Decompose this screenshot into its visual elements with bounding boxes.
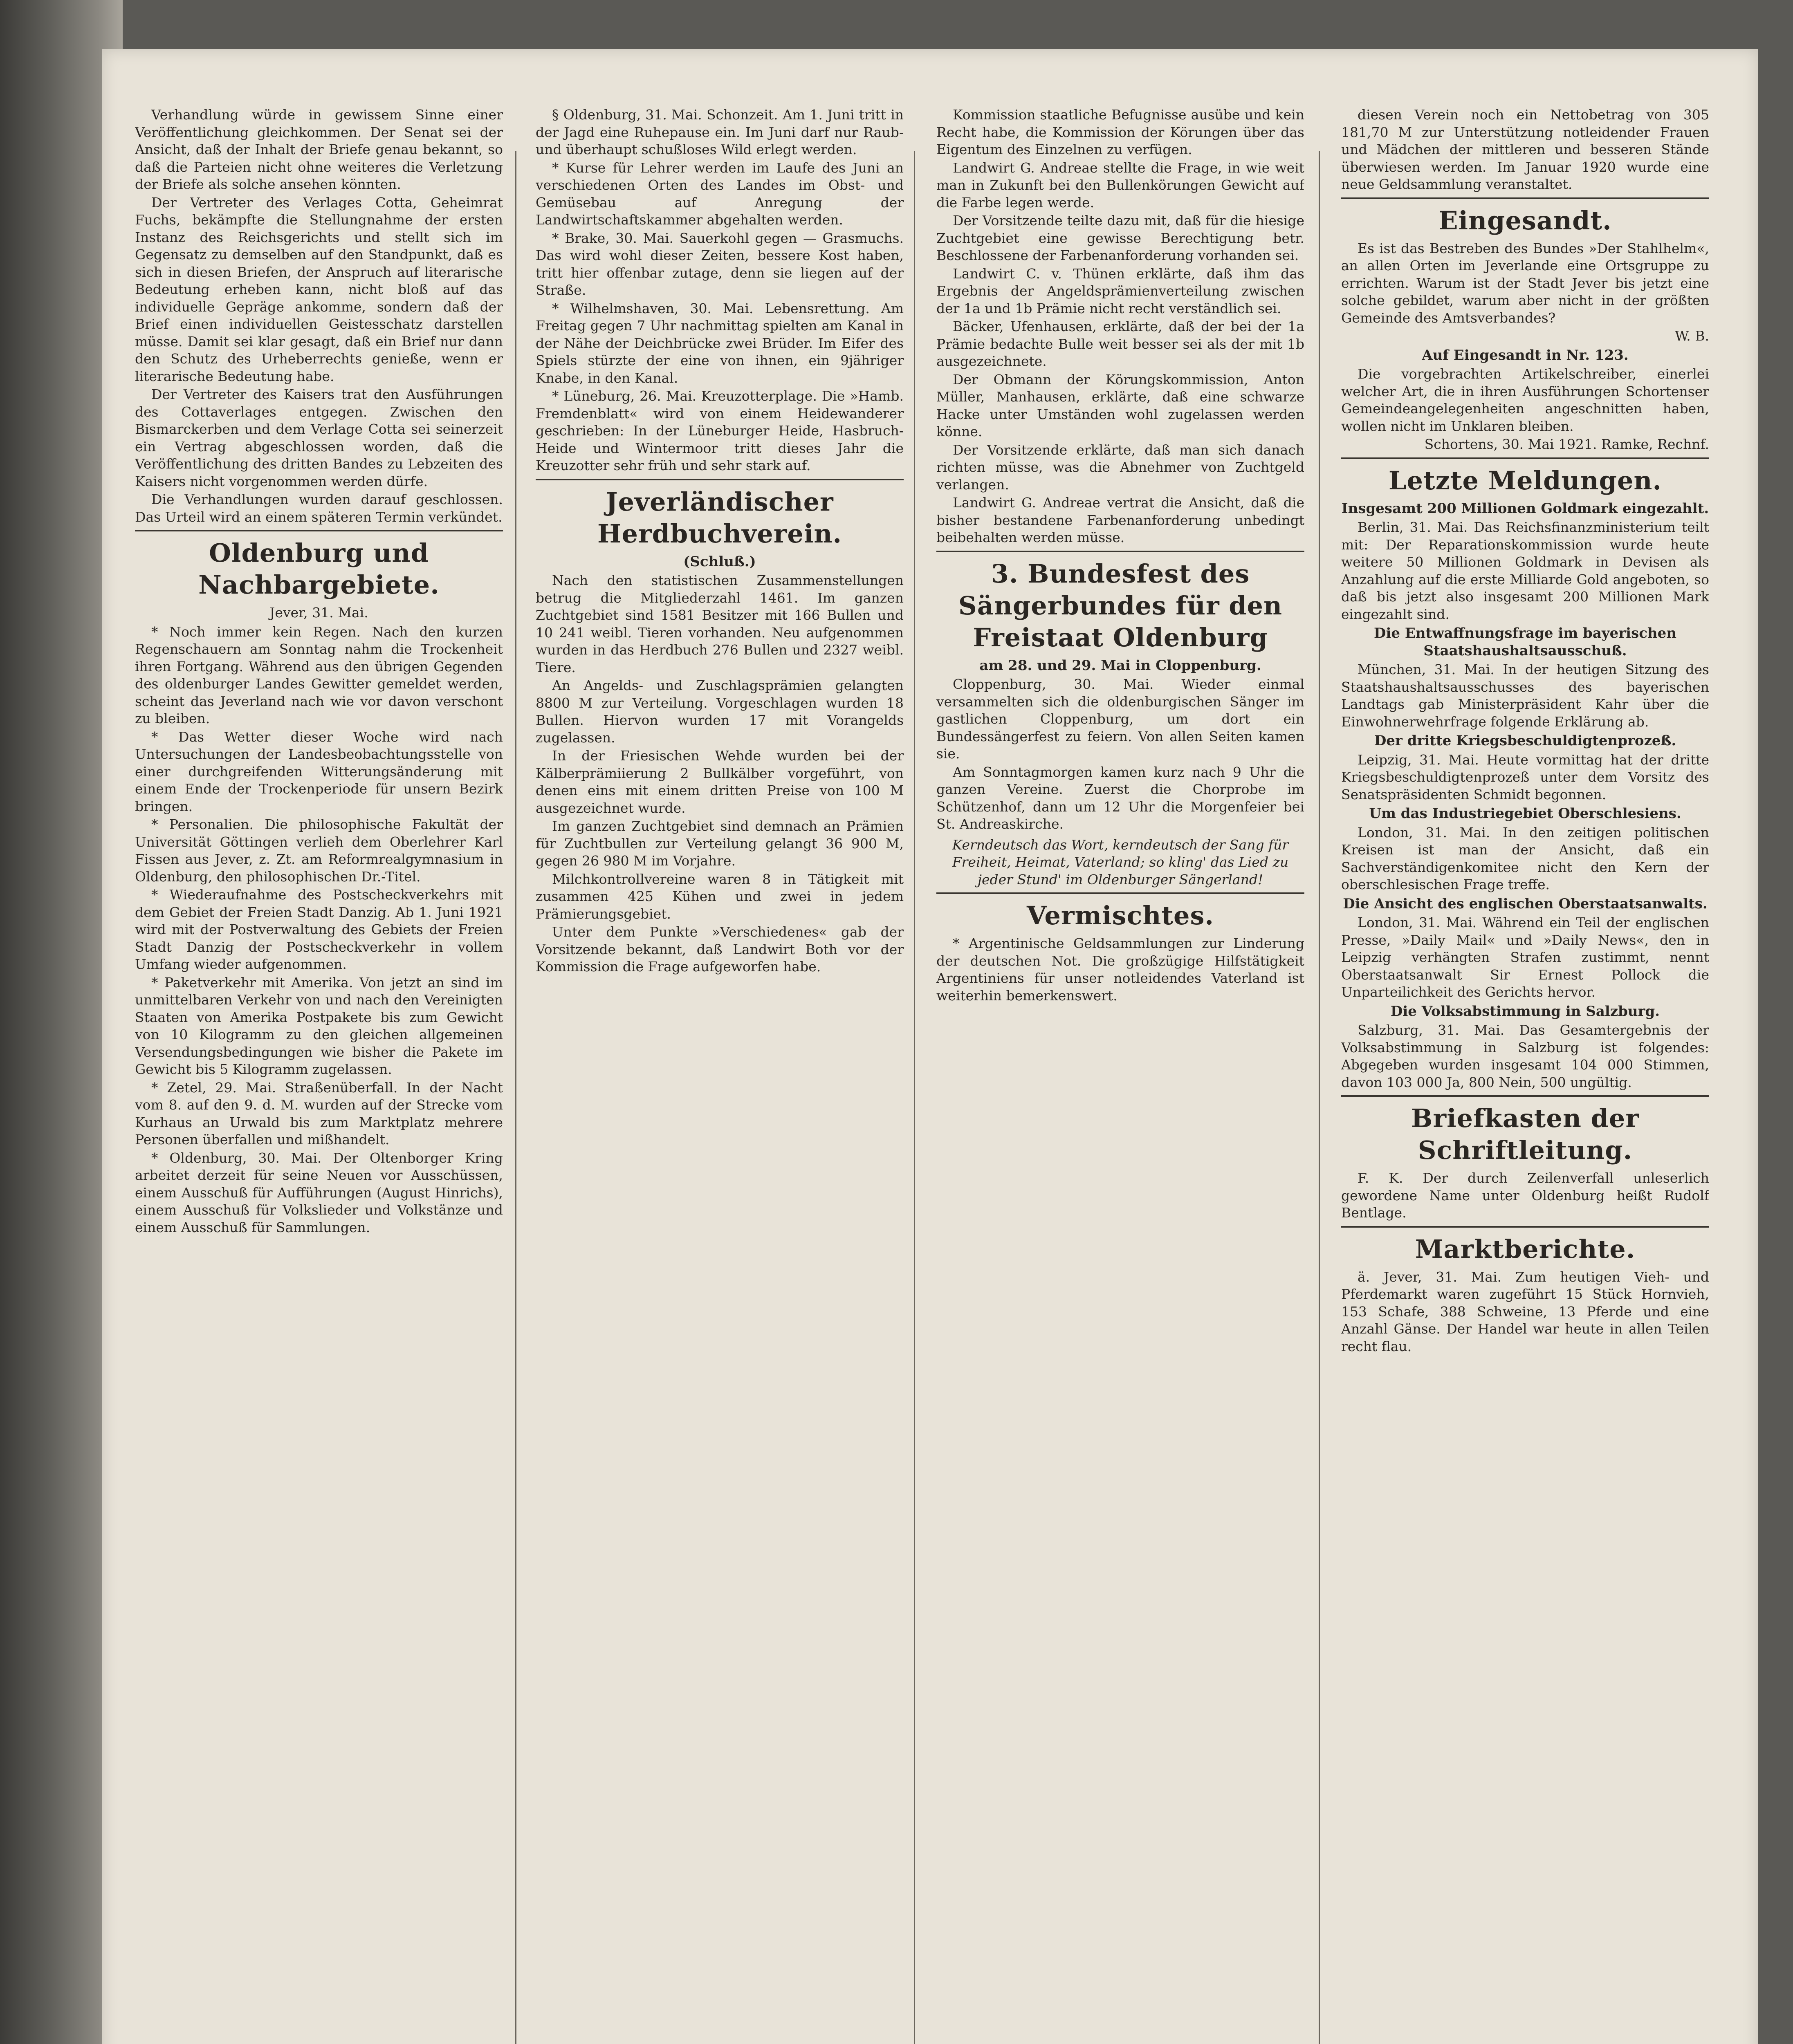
subheadline: am 28. und 29. Mai in Cloppenburg. bbox=[979, 657, 1261, 674]
article-paragraph: F. K. Der durch Zeilenverfall unleserlich gewordene Name unter Oldenburg heißt Rudolf Bentlage. bbox=[1341, 1170, 1709, 1221]
article-paragraph: Milchkontrollvereine waren 8 in Tätigkeit mit zusammen 425 Kühen und zwei in jedem Prämierungsgebiet. bbox=[536, 871, 904, 922]
article-paragraph: § Oldenburg, 31. Mai. Schonzeit. Am 1. Juni tritt in der Jagd eine Ruhepause ein. Im Juni darf nur Raub- und überhaupt schußloses Wild erlegt werden. bbox=[536, 107, 904, 157]
article-paragraph: Im ganzen Zuchtgebiet sind demnach an Prämien für Zuchtbullen zur Verteilung gelangt 36 900 M, gegen 26 980 M im Vorjahre. bbox=[536, 818, 904, 869]
article-paragraph: * Zetel, 29. Mai. Straßenüberfall. In der Nacht vom 8. auf den 9. d. M. wurden auf der Strecke vom Kurhaus an Urwald bis zum Marktplatz mehrere Personen überfallen und mißhandelt. bbox=[135, 1079, 503, 1148]
article-paragraph: * Noch immer kein Regen. Nach den kurzen Regenschauern am Sonntag nahm die Trockenheit ihren Fortgang. Während aus den übrigen Gegenden des oldenburger Landes Gewitter gemeldet werden, scheint das Jeverland nach wie vor davon verschont zu bleiben. bbox=[135, 623, 503, 726]
subheadline: Der dritte Kriegsbeschuldigtenprozeß. bbox=[1374, 733, 1676, 749]
signature: W. B. bbox=[1675, 328, 1709, 344]
article-paragraph: In der Friesischen Wehde wurden bei der Kälberprämiierung 2 Bullkälber vorgeführt, von denen eins mit einem dritten Preise von 100 M ausgezeichnet wurde. bbox=[536, 748, 904, 816]
article-paragraph: * Paketverkehr mit Amerika. Von jetzt an sind im unmittelbaren Verkehr von und nach den Vereinigten Staaten von Amerika Postpakete bis zum Gewicht von 10 Kilogramm zu den gleichen allgemeinen Versendungsbedingungen wie bisher die Pakete im Gewicht bis 5 Kilogramm zugelassen. bbox=[135, 974, 503, 1077]
article-paragraph: Cloppenburg, 30. Mai. Wieder einmal versammelten sich die oldenburgischen Sänger im gastlichen Cloppenburg, um dort ein Bundessängerfest zu feiern. Von allen Seiten kamen sie. bbox=[936, 676, 1304, 762]
newspaper-page bbox=[102, 49, 1758, 2044]
article-paragraph: Am Sonntagmorgen kamen kurz nach 9 Uhr die ganzen Vereine. Zuerst die Chorprobe im Schützenhof, dann um 12 Uhr die Morgenfeier bei St. Andreaskirche. bbox=[936, 764, 1304, 832]
article-paragraph: Es ist das Bestreben des Bundes »Der Stahlhelm«, an allen Orten im Jeverlande eine Ortsgruppe zu errichten. Warum ist der Stadt Jever bis jetzt eine solche gebildet, warum aber nicht in der größten Gemeinde des Amtsverbandes? bbox=[1341, 240, 1709, 326]
article-paragraph: * Personalien. Die philosophische Fakultät der Universität Göttingen verlieh dem Oberlehrer Karl Fissen aus Jever, z. Zt. am Reformrealgymnasium in Oldenburg, den philosophischen Dr.-Titel. bbox=[135, 816, 503, 885]
section-headline: Jeverländischer Herdbuchverein. bbox=[597, 486, 842, 549]
column-2 bbox=[536, 106, 904, 2044]
article-paragraph: * Lüneburg, 26. Mai. Kreuzotterplage. Die »Hamb. Fremdenblatt« wird von einem Heidewanderer geschrieben: In der Lüneburger Heide, Hasbruch-Heide und Wintermoor tritt dieses Jahr die Kreuzotter sehr früh und sehr stark auf. bbox=[536, 388, 904, 473]
article-paragraph: Der Obmann der Körungskommission, Anton Müller, Manhausen, erklärte, daß eine schwarze Hacke unter Umständen wohl zugelassen werden könne. bbox=[936, 371, 1304, 439]
article-paragraph: * Oldenburg, 30. Mai. Der Oltenborger Kring arbeitet derzeit für seine Neuen vor Ausschüssen, einem Ausschuß für Aufführungen (August Hinrichs), einem Ausschuß für Volkslieder und Volkstänze und einem Ausschuß für Sammlungen. bbox=[135, 1150, 503, 1235]
article-paragraph: Verhandlung würde in gewissem Sinne einer Veröffentlichung gleichkommen. Der Senat sei der Ansicht, daß der Inhalt der Briefe genau bekannt, so daß die Parteien nicht ohne weiteres die Verletzung der Briefe als solche ansehen könnten. bbox=[135, 107, 503, 192]
article-paragraph: Landwirt C. v. Thünen erklärte, daß ihm das Ergebnis der Angeldsprämienverteilung zwischen der 1a und 1b Prämie nicht recht verständlich sei. bbox=[936, 265, 1304, 316]
article-paragraph: Landwirt G. Andreae stellte die Frage, in wie weit man in Zukunft bei den Bullenkörungen Gewicht auf die Farbe legen werde. bbox=[936, 159, 1304, 211]
article-paragraph: Der Vorsitzende erklärte, daß man sich danach richten müsse, was die Abnehmer von Zuchtgeld verlangen. bbox=[936, 442, 1304, 493]
section-rule bbox=[1341, 197, 1709, 199]
section-rule bbox=[536, 479, 904, 480]
section-headline: Oldenburg und Nachbargebiete. bbox=[198, 538, 440, 600]
section-rule bbox=[936, 551, 1304, 552]
subheadline: Die Volksabstimmung in Salzburg. bbox=[1390, 1003, 1660, 1020]
article-paragraph: Der Vertreter des Verlages Cotta, Geheimrat Fuchs, bekämpfte die Stellungnahme der ersten Instanz des Reichsgerichts und stellt sich im Gegensatz zu demselben auf den Standpunkt, daß es sich in diesen Briefen, der Anspruch auf literarische Bedeutung erheben kann, nicht bloß auf das individuelle Gepräge ankomme, sondern daß der Brief einen individuellen Geistesschatz darstellen müsse. Damit sei klar gesagt, daß ein Brief nur dann den Schutz des Urheberrechts genieße, wenn er literarische Bedeutung habe. bbox=[135, 194, 503, 384]
section-rule bbox=[936, 892, 1304, 894]
column-rule bbox=[1319, 151, 1320, 2044]
section-headline: Vermischtes. bbox=[1027, 901, 1214, 930]
subheadline: Auf Eingesandt in Nr. 123. bbox=[1422, 347, 1629, 363]
article-paragraph: * Wiederaufnahme des Postscheckverkehrs mit dem Gebiet der Freien Stadt Danzig. Ab 1. Juni 1921 wird mit der Postverwaltung des Gebiets der Freien Stadt Danzig der Postscheckverkehr in vollem Umfang wieder aufgenommen. bbox=[135, 887, 503, 972]
subheadline: (Schluß.) bbox=[683, 553, 756, 570]
article-paragraph: London, 31. Mai. In den zeitigen politischen Kreisen ist man der Ansicht, daß ein Sachverständigenkomitee nicht den Kern der oberschlesischen Frage treffe. bbox=[1341, 824, 1709, 892]
article-paragraph: * Kurse für Lehrer werden im Laufe des Juni an verschiedenen Orten des Landes im Obst- und Gemüsebau auf Anregung der Landwirtschaftskammer abgehalten werden. bbox=[536, 159, 904, 228]
section-rule bbox=[135, 530, 503, 531]
section-headline: 3. Bundesfest des Sängerbundes für den Freistaat Oldenburg bbox=[958, 558, 1283, 652]
subheadline: Um das Industriegebiet Oberschlesiens. bbox=[1369, 805, 1681, 822]
article-paragraph: * Wilhelmshaven, 30. Mai. Lebensrettung. Am Freitag gegen 7 Uhr nachmittag spielten am Kanal in der Nähe der Deichbrücke zwei Brüder. Im Eifer des Spiels stürzte der eine von ihnen, ein 9jähriger Knabe, in den Kanal. bbox=[536, 300, 904, 386]
column-3 bbox=[936, 106, 1304, 2044]
article-paragraph: Bäcker, Ufenhausen, erklärte, daß der bei der 1a Prämie bedachte Bulle weit besser sei als der mit 1b ausgezeichnete. bbox=[936, 318, 1304, 369]
article-paragraph: * Das Wetter dieser Woche wird nach Untersuchungen der Landesbeobachtungsstelle von einer durchgreifenden Witterungsänderung mit einem Ende der Trockenperiode für unsern Bezirk bringen. bbox=[135, 728, 503, 814]
column-rule bbox=[515, 151, 516, 2044]
article-paragraph: Unter dem Punkte »Verschiedenes« gab der Vorsitzende bekannt, daß Landwirt Both vor der Kommission die Frage aufgeworfen habe. bbox=[536, 924, 904, 975]
poem-verse: Kerndeutsch das Wort, kerndeutsch der Sang für Freiheit, Heimat, Vaterland; so kling' das Lied zu jeder Stund' im Oldenburger Sängerland! bbox=[952, 836, 1289, 888]
article-paragraph: Der Vorsitzende teilte dazu mit, daß für die hiesige Zuchtgebiet eine gewisse Berechtigung betr. Beschlossene der Farbenanforderung vorhanden sei. bbox=[936, 213, 1304, 263]
article-paragraph: Salzburg, 31. Mai. Das Gesamtergebnis der Volksabstimmung in Salzburg ist folgendes: Abgegeben wurden insgesamt 104 000 Stimmen, davon 103 000 Ja, 800 Nein, 500 ungültig. bbox=[1341, 1022, 1709, 1090]
column-4 bbox=[1341, 106, 1709, 2044]
section-headline: Briefkasten der Schriftleitung. bbox=[1411, 1103, 1639, 1165]
article-paragraph: ä. Jever, 31. Mai. Zum heutigen Vieh- und Pferdemarkt waren zugeführt 15 Stück Hornvieh, 153 Schafe, 388 Schweine, 13 Pferde und eine Anzahl Gänse. Der Handel war heute in allen Teilen recht flau. bbox=[1341, 1269, 1709, 1354]
signature: Schortens, 30. Mai 1921. Ramke, Rechnf. bbox=[1424, 436, 1709, 452]
article-paragraph: London, 31. Mai. Während ein Teil der englischen Presse, »Daily Mail« und »Daily News«, den in Leipzig verhängten Strafen zustimmt, nennt Oberstaatsanwalt Sir Ernest Pollock die Unparteilichkeit des Gerichts hervor. bbox=[1341, 914, 1709, 1000]
section-rule bbox=[1341, 1095, 1709, 1097]
section-headline: Eingesandt. bbox=[1438, 205, 1612, 235]
subheadline: Insgesamt 200 Millionen Goldmark eingezahlt. bbox=[1341, 500, 1709, 517]
article-paragraph: Die vorgebrachten Artikelschreiber, einerlei welcher Art, die in ihren Ausführungen Schortenser Gemeindeangelegenheiten angeschnitten haben, wollen nicht im Unklaren bleiben. bbox=[1341, 366, 1709, 434]
subheadline: Die Entwaffnungsfrage im bayerischen Staatshaushaltsausschuß. bbox=[1374, 625, 1676, 659]
article-paragraph: Leipzig, 31. Mai. Heute vormittag hat der dritte Kriegsbeschuldigtenprozeß unter dem Vorsitz des Senatspräsidenten Schmidt begonnen. bbox=[1341, 751, 1709, 802]
article-paragraph: Kommission staatliche Befugnisse ausübe und kein Recht habe, die Kommission der Körungen über das Eigentum des Einzelnen zu verfügen. bbox=[936, 107, 1304, 157]
article-paragraph: An Angelds- und Zuschlagsprämien gelangten 8800 M zur Verteilung. Vorgeschlagen wurden 18 Bullen. Hiervon wurden 17 mit Vorangelds zugelassen. bbox=[536, 677, 904, 746]
article-paragraph: Nach den statistischen Zusammenstellungen betrug die Mitgliederzahl 1461. Im ganzen Zuchtgebiet sind 1581 Besitzer mit 166 Bullen und 10 241 weibl. Tieren vorhanden. Neu aufgenommen wurden in das Herdbuch 276 Bullen und 2327 weibl. Tiere. bbox=[536, 572, 904, 675]
column-1 bbox=[135, 106, 503, 2044]
article-paragraph: * Argentinische Geldsammlungen zur Linderung der deutschen Not. Die großzügige Hilfstätigkeit Argentiniens für unser notleidendes Vaterland ist weiterhin bemerkenswert. bbox=[936, 935, 1304, 1004]
section-rule bbox=[1341, 457, 1709, 459]
dateline: Jever, 31. Mai. bbox=[269, 605, 368, 621]
section-headline: Marktberichte. bbox=[1415, 1234, 1636, 1264]
section-rule bbox=[1341, 1226, 1709, 1228]
article-paragraph: Landwirt G. Andreae vertrat die Ansicht, daß die bisher bestandene Farbenanforderung unbedingt beibehalten werden müsse. bbox=[936, 495, 1304, 545]
article-paragraph: München, 31. Mai. In der heutigen Sitzung des Staatshaushaltsausschusses des bayerischen Landtags gab Ministerpräsident Kahr über die Einwohnerwehrfrage folgende Erklärung ab. bbox=[1341, 661, 1709, 730]
article-paragraph: * Brake, 30. Mai. Sauerkohl gegen — Grasmuchs. Das wird wohl dieser Zeiten, bessere Kost haben, tritt hier offenbar zutage, denn sie liegen auf der Straße. bbox=[536, 230, 904, 298]
section-headline: Letzte Meldungen. bbox=[1388, 465, 1662, 495]
article-paragraph: Der Vertreter des Kaisers trat den Ausführungen des Cottaverlages entgegen. Zwischen den Bismarckerben und dem Verlage Cotta sei seinerzeit ein Vertrag abgeschlossen worden, daß die Veröffentlichung des dritten Bandes zu Lebzeiten des Kaisers nicht vorgenommen werden dürfe. bbox=[135, 386, 503, 489]
subheadline: Die Ansicht des englischen Oberstaatsanwalts. bbox=[1343, 895, 1708, 912]
article-paragraph: Die Verhandlungen wurden darauf geschlossen. Das Urteil wird an einem späteren Termin verkündet. bbox=[135, 491, 503, 525]
column-rule bbox=[914, 151, 915, 2044]
article-paragraph: diesen Verein noch ein Nettobetrag von 305 181,70 M zur Unterstützung notleidender Frauen und Mädchen der mittleren und besseren Stände überwiesen werden. Im Januar 1920 wurde eine neue Geldsammlung veranstaltet. bbox=[1341, 107, 1709, 192]
article-paragraph: Berlin, 31. Mai. Das Reichsfinanzministerium teilt mit: Der Reparationskommission wurde heute weitere 50 Millionen Goldmark in Devisen als Anzahlung auf die erste Milliarde Gold angeboten, so daß bis jetzt also insgesamt 200 Millionen Mark eingezahlt sind. bbox=[1341, 519, 1709, 622]
